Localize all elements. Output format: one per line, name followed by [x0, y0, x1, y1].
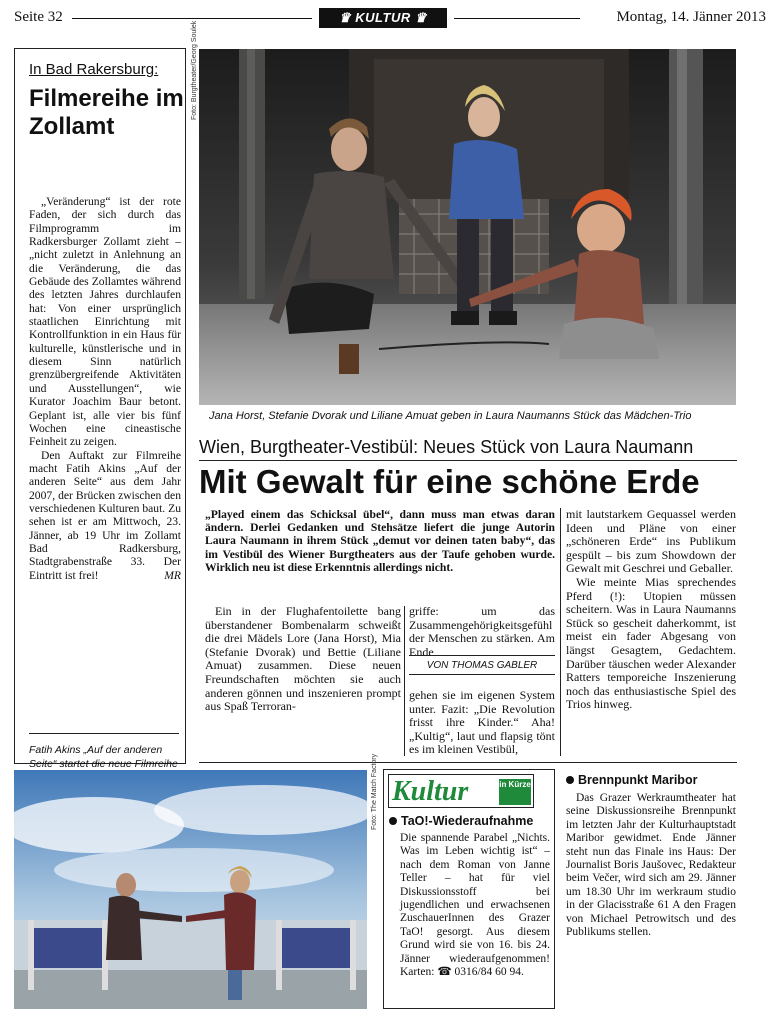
- main-article-lead: „Played einem das Schicksal übel“, dann muss man etwas daran ändern. Derlei Gedanken und Stehsätze liefert die junge Autorin Laura Naumann in ihrem Stück „demut vor deinen taten baby“, das im Vestibül des Wiener Burgtheaters aus der Taufe gehoben wurde. Wirklich neu ist diese Erkenntnis allerdings nicht.: [205, 508, 555, 574]
- brief-1-paragraph: Die spannende Parabel „Nichts. Was im Leben wichtig ist“ – nach dem Roman von Janne Teller – hat für viel Diskussionsstoff bei jugendlichen und erwachsenen ZuschauerInnen des Grazer TaO! gesorgt. Aus diesem Grund wird sie von 16. bis 24. Jänner wiederaufgenommen! Karten: ☎ 0316/84 60 94.: [400, 832, 550, 979]
- film-still-credit: Foto: The Match Factory: [371, 753, 378, 830]
- article-column-2a: [409, 605, 555, 659]
- brief-2-title: [566, 773, 697, 787]
- kultur-logo: [388, 774, 534, 808]
- brief-1-text: [400, 832, 550, 979]
- left-article: [14, 48, 186, 770]
- bullet-icon: [566, 776, 574, 784]
- brief-2-paragraph: Das Grazer Werkraumtheater hat seine Diskussionsreihe Brennpunkt im letzten Jahr der Kulturhauptstadt Maribor gewidmet. Ende Jänner steht nun das Finale ins Haus: Der Journalist Boris Jaušovec, Redakteur beim Večer, wird sich am 29. Jänner um 18.30 Uhr im werkraum studio in der Glacisstraße 61 A den Fragen von Michael Petrowitsch und des Publikums stellen.: [566, 792, 736, 939]
- left-article-body: [29, 195, 181, 582]
- page-header: [14, 8, 766, 30]
- film-still-photo: [14, 770, 367, 1009]
- brief-1-title: [389, 814, 533, 828]
- left-article-kicker: In Bad Rakersburg:: [29, 61, 159, 78]
- column-divider: [404, 606, 405, 756]
- author-byline: VON THOMAS GABLER: [409, 655, 555, 675]
- brief-2-text: [566, 792, 736, 939]
- left-article-paragraph: [29, 449, 181, 582]
- column-3-text: mit lautstarkem Gequassel werden Ideen und Pläne von einer „schöneren Erde“ ins Publikum gespült – bis zum Showdown der Gewalt mit Geschrei und Geballer.: [566, 507, 736, 576]
- stage-photo-credit: Foto: Burgtheater/Georg Soulek: [191, 20, 198, 120]
- column-2a-text: griffe: um das Zusammengehörigkeitsgefühl der Menschen zu stärken. Am Ende: [409, 604, 555, 659]
- article-column-2b: [409, 689, 555, 757]
- header-rule-left: [72, 18, 312, 19]
- column-3-text: Wie meinte Mias sprechendes Pferd (!): Utopien müssen scheitern. Was in Laura Naumanns Stück so gescheit daherkommt, ist meist ein fader Abgesang von längst Gesagtem, Gedachtem. Darüber täuschen weder Alexander Ratters temporeiche Inszenierung noch das enthusiastische Spiel des Trios hinweg.: [566, 574, 736, 712]
- left-article-paragraph: „Veränderung“ ist der rote Faden, der sich durch das Filmprogramm im Radkersburger Zollamt zieht – „nicht zuletzt in Anlehnung an die Veränderung, die das Gebäude des Zollamtes während des letzten Jahres durchlaufen hat: Von einer ursprünglich staatlichen Einrichtung mit Kontrollfunktion in ein Haus für kulturelle, künstlerische und in diesem Sinn natürlich grenzübergreifende Aktivitäten und Ausstellungen“, wie Kurator Joachim Baur betont. Geplant ist, alle vier bis fünf Wochen eine cineastische Feinheit zu zeigen.: [29, 195, 181, 449]
- main-article-kicker: Wien, Burgtheater-Vestibül: Neues Stück von Laura Naumann: [199, 437, 694, 457]
- kultur-logo-word: Kultur: [392, 776, 469, 807]
- column-2b-text: gehen sie im eigenen System unter. Fazit: „Die Revolution frisst ihre Kinder.“ Aha! „Kultig“, laut und flapsig tönt es im kleinen Vestibül,: [409, 688, 555, 757]
- left-article-title: Filmereihe im Zollamt: [29, 85, 184, 140]
- header-rule-right: [454, 18, 580, 19]
- bullet-icon: [389, 817, 397, 825]
- film-still-image: [14, 770, 367, 1009]
- article-column-3: [566, 508, 736, 712]
- brief-1-title-text: TaO!-Wiederaufnahme: [401, 814, 534, 828]
- article-column-1: [205, 605, 401, 714]
- section-label: ♛ KULTUR ♛: [319, 8, 447, 28]
- news-brief-box: [383, 769, 555, 1009]
- stage-photo-caption: Jana Horst, Stefanie Dvorak und Liliane Amuat geben in Laura Naumanns Stück das Mädchen-Trio: [209, 410, 692, 422]
- stage-photo: [199, 49, 736, 405]
- left-article-paragraph-text: Den Auftakt zur Filmreihe macht Fatih Akins „Auf der anderen Seite“ aus dem Jahr 2007, der Brücken zwischen den verschiedenen Kulturen baut. Zu sehen ist er am Mittwoch, 23. Jänner, ab 19 Uhr im Zollamt Bad Radkersburg, Stadtgrabenstraße 33. Der Eintritt ist frei!: [29, 448, 181, 582]
- left-photo-caption: Fatih Akins „Auf der anderen Seite“ startet die neue Filmreihe: [29, 744, 178, 770]
- stage-photo-image: [199, 49, 736, 405]
- main-article-headline: Mit Gewalt für eine schöne Erde: [199, 463, 700, 500]
- author-signature: MR: [164, 568, 181, 582]
- issue-date: Montag, 14. Jänner 2013: [616, 9, 766, 25]
- kultur-logo-badge: in Kürze: [499, 779, 531, 805]
- column-1-text: Ein in der Flughafentoilette bang überstandener Bombenalarm schweißt die drei Mädels Lore (Jana Horst), Mia (Stefanie Dvorak) und Bettie (Liliane Amuat) zusammen. Diese neuen Freundschaften möchten sie auch anderen gönnen und inszenieren prompt aus Spaß Terroran-: [205, 604, 401, 714]
- page-number: Seite 32: [14, 9, 63, 25]
- caption-divider: [29, 733, 179, 734]
- kicker-rule: [199, 460, 737, 461]
- section-rule: [199, 762, 737, 763]
- brief-2-title-text: Brennpunkt Maribor: [578, 773, 698, 787]
- column-divider: [560, 508, 561, 756]
